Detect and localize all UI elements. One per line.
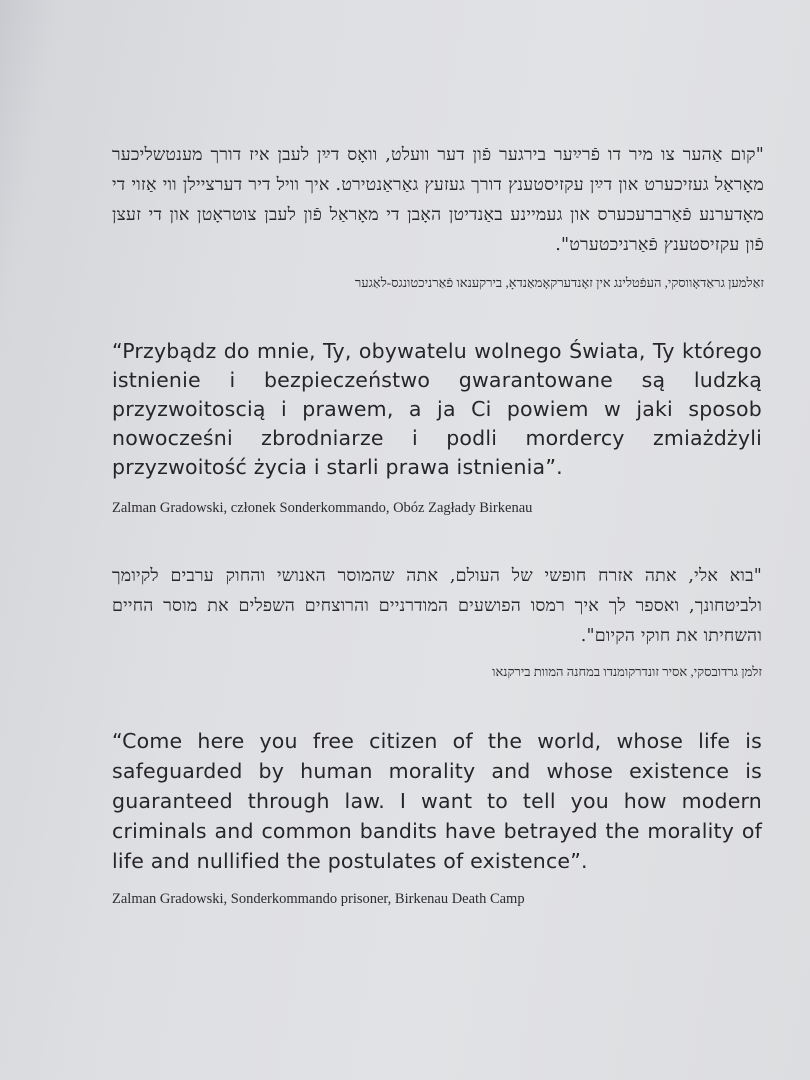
polish-quote-block (112, 337, 762, 482)
polish-quote: “Przybądz do mnie, Ty, obywatelu wolnego Świata, Ty którego istnienie i bezpieczeństwo gwarantowane są ludzką przyzwoitoscią i prawem, a ja Ci powiem w jaki sposob nowocześni zbrodniarze i podli mordercy zmiażdżyli przyzwoitość życia i starli prawa istnienia”. (112, 339, 762, 479)
hebrew-attribution: זלמן גרדובסקי, אסיר זונדרקומנדו במחנה המוות בירקנאו (492, 664, 762, 679)
hebrew-quote-block (112, 561, 762, 651)
polish-attribution: Zalman Gradowski, członek Sonderkommando, Obóz Zagłady Birkenau (112, 500, 533, 516)
hebrew-quote: "בוא אלי, אתה אזרח חופשי של העולם, אתה שהמוסר האנושי והחוק ערבים לקיומך ולביטחונך, ואספר לך איך רמסו הפושעים המודרניים והרוצחים השפלים את מוסר החיים והשחיתו את חוקי הקיום". (112, 566, 762, 646)
english-quote-block (112, 726, 762, 876)
yiddish-quote: "קום אַהער צו מיר דו פֿרײַער בירגער פֿון דער וועלט, וואָס דײַן לעבן איז דורך מענטשליכער מאָראַל געזיכערט און דײַן עקזיסטענץ דורך געזעץ גאַראַנטירט. איך וויל דיר דערציילן ווי אַזוי די מאָדערנע פֿאַרברעכערס און געמיינע באַנדיטן האָבן די מאָראַל פֿון לעבן צוטראָטן און די זעצן פֿון עקזיסטענץ פֿאַרניכטערט". (112, 145, 764, 255)
english-quote: “Come here you free citizen of the world, whose life is safeguarded by human morality and whose existence is guaranteed through law. I want to tell you how modern criminals and common bandits have betrayed the morality of life and nullified the postulates of existence”. (112, 729, 762, 873)
yiddish-attribution: זאַלמען גראַדאָווסקי, העפֿטלינג אין זאָנדערקאָמאַנדאָ, בירקענאו פֿאַרניכטונגס-לאַגער (354, 275, 764, 290)
yiddish-quote-block (112, 140, 764, 260)
english-attribution: Zalman Gradowski, Sonderkommando prisoner, Birkenau Death Camp (112, 891, 525, 907)
